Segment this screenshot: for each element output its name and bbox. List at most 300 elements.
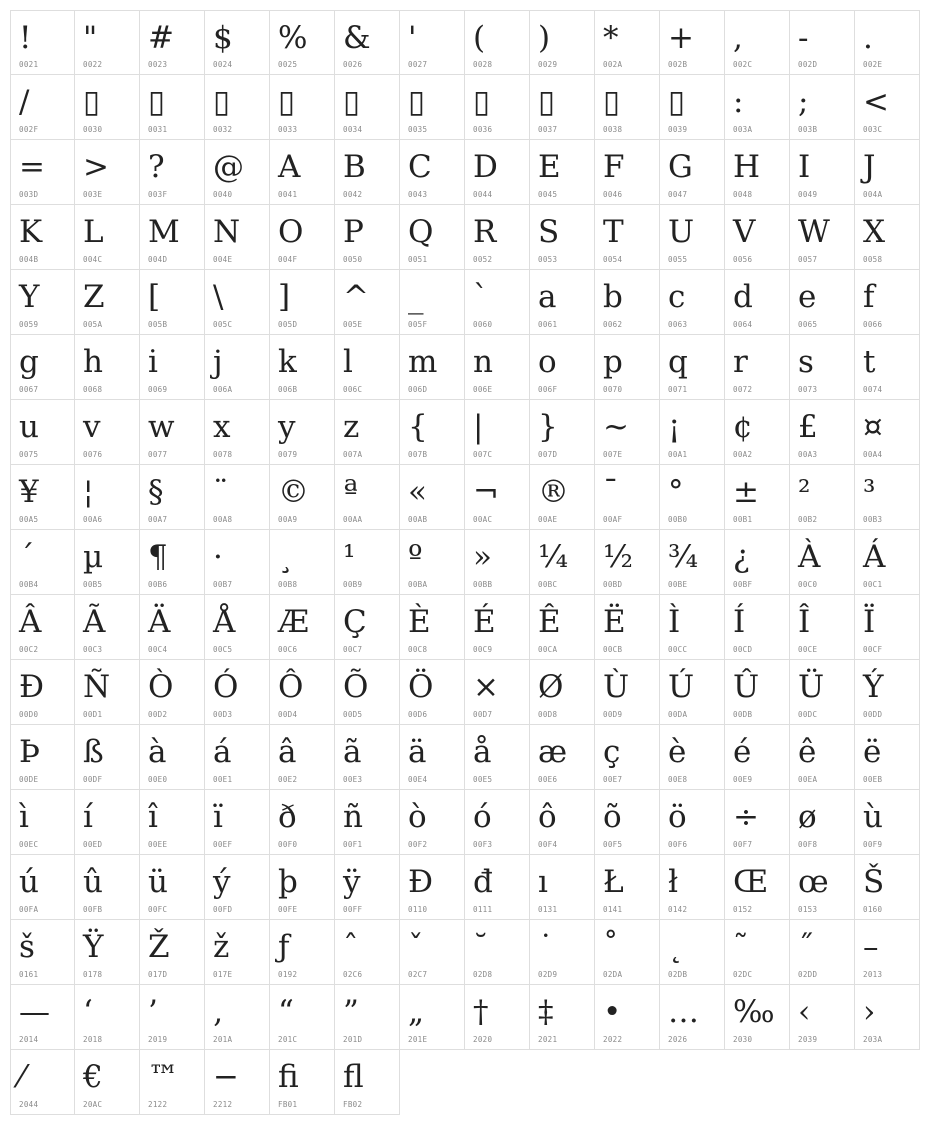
- glyph-cell: [790, 205, 855, 270]
- glyph-cell: [530, 660, 595, 725]
- glyph-character: ö: [668, 799, 687, 835]
- glyph-character: >: [83, 149, 109, 185]
- glyph-cell: [530, 205, 595, 270]
- glyph-character: !: [19, 20, 32, 56]
- glyph-character: x: [213, 409, 231, 445]
- glyph-codepoint-label: 00B2: [798, 515, 818, 524]
- glyph-codepoint-label: 00DF: [83, 775, 103, 784]
- glyph-character: ›: [863, 994, 876, 1030]
- glyph-cell: [660, 75, 725, 140]
- glyph-codepoint-label: 005A: [83, 320, 103, 329]
- glyph-cell: [595, 725, 660, 790]
- glyph-cell: [725, 725, 790, 790]
- glyph-codepoint-label: 00A2: [733, 450, 753, 459]
- glyph-grid: [10, 10, 920, 1115]
- glyph-codepoint-label: 00E5: [473, 775, 493, 784]
- glyph-cell: [205, 465, 270, 530]
- glyph-character: ×: [473, 669, 499, 705]
- glyph-codepoint-label: 00CB: [603, 645, 623, 654]
- glyph-character: w: [148, 409, 175, 445]
- glyph-character: ¯: [603, 474, 619, 510]
- glyph-cell: [75, 10, 140, 75]
- glyph-codepoint-label: 2019: [148, 1035, 168, 1044]
- glyph-cell: [595, 75, 660, 140]
- glyph-codepoint-label: 0152: [733, 905, 753, 914]
- glyph-cell: [465, 400, 530, 465]
- glyph-cell: [400, 270, 465, 335]
- glyph-codepoint-label: 2022: [603, 1035, 623, 1044]
- glyph-cell: [725, 140, 790, 205]
- glyph-character: e: [798, 279, 817, 315]
- glyph-codepoint-label: 00C7: [343, 645, 363, 654]
- glyph-cell: [10, 985, 75, 1050]
- glyph-codepoint-label: 02D9: [538, 970, 558, 979]
- glyph-codepoint-label: 2018: [83, 1035, 103, 1044]
- glyph-codepoint-label: 00D2: [148, 710, 168, 719]
- glyph-character: t: [863, 344, 876, 380]
- glyph-codepoint-label: 00A4: [863, 450, 883, 459]
- glyph-codepoint-label: 00A6: [83, 515, 103, 524]
- glyph-cell: [660, 335, 725, 400]
- glyph-codepoint-label: 0063: [668, 320, 688, 329]
- glyph-character: Y: [19, 279, 40, 315]
- glyph-character: û: [83, 864, 103, 900]
- glyph-cell: [855, 595, 920, 660]
- glyph-cell: [335, 855, 400, 920]
- glyph-cell: [790, 595, 855, 660]
- glyph-codepoint-label: 006B: [278, 385, 298, 394]
- glyph-character: ˚: [603, 929, 619, 965]
- glyph-cell: [790, 75, 855, 140]
- glyph-codepoint-label: 0055: [668, 255, 688, 264]
- glyph-codepoint-label: 00E8: [668, 775, 688, 784]
- glyph-character: ¥: [19, 474, 39, 510]
- glyph-codepoint-label: 00A3: [798, 450, 818, 459]
- glyph-character: ▯: [408, 84, 426, 120]
- glyph-cell: [205, 790, 270, 855]
- glyph-character: æ: [538, 734, 568, 770]
- glyph-codepoint-label: 0141: [603, 905, 623, 914]
- glyph-cell: [595, 205, 660, 270]
- glyph-codepoint-label: 00A8: [213, 515, 233, 524]
- glyph-character: –: [863, 929, 879, 965]
- glyph-cell: [595, 465, 660, 530]
- glyph-codepoint-label: 00E9: [733, 775, 753, 784]
- glyph-codepoint-label: 00AF: [603, 515, 623, 524]
- glyph-cell: [465, 205, 530, 270]
- glyph-cell: [595, 920, 660, 985]
- glyph-cell: [205, 400, 270, 465]
- glyph-codepoint-label: 0075: [19, 450, 39, 459]
- glyph-codepoint-label: 00D9: [603, 710, 623, 719]
- glyph-cell: [140, 1050, 205, 1115]
- glyph-codepoint-label: 002F: [19, 125, 39, 134]
- glyph-codepoint-label: 00D4: [278, 710, 298, 719]
- glyph-character: E: [538, 149, 561, 185]
- glyph-character: .: [863, 20, 873, 56]
- glyph-character: ²: [798, 474, 811, 510]
- glyph-codepoint-label: 00D8: [538, 710, 558, 719]
- glyph-character: ¼: [538, 539, 569, 575]
- glyph-codepoint-label: 00A5: [19, 515, 39, 524]
- glyph-character: ò: [408, 799, 427, 835]
- glyph-codepoint-label: 006E: [473, 385, 493, 394]
- glyph-codepoint-label: 0153: [798, 905, 818, 914]
- glyph-codepoint-label: 006D: [408, 385, 428, 394]
- glyph-cell: [75, 140, 140, 205]
- glyph-codepoint-label: 00F4: [538, 840, 558, 849]
- glyph-codepoint-label: 00ED: [83, 840, 103, 849]
- glyph-character: Æ: [278, 604, 310, 640]
- glyph-cell: [335, 140, 400, 205]
- glyph-cell: [75, 270, 140, 335]
- glyph-character: G: [668, 149, 693, 185]
- glyph-cell: [10, 920, 75, 985]
- glyph-codepoint-label: 0026: [343, 60, 363, 69]
- glyph-codepoint-label: 0025: [278, 60, 298, 69]
- glyph-cell: [855, 270, 920, 335]
- glyph-character: ‡: [538, 994, 554, 1030]
- glyph-cell: [660, 985, 725, 1050]
- glyph-character: ): [538, 20, 551, 56]
- glyph-character: ▯: [213, 84, 231, 120]
- glyph-cell: [335, 790, 400, 855]
- glyph-character: ÷: [733, 799, 759, 835]
- glyph-cell: [10, 1050, 75, 1115]
- glyph-codepoint-label: 00C2: [19, 645, 39, 654]
- glyph-codepoint-label: 00FF: [343, 905, 363, 914]
- glyph-character: º: [408, 539, 423, 575]
- glyph-character: −: [213, 1059, 239, 1095]
- glyph-character: „: [408, 994, 425, 1030]
- glyph-character: Û: [733, 669, 760, 705]
- glyph-codepoint-label: 00D0: [19, 710, 39, 719]
- glyph-character: •: [603, 994, 622, 1030]
- glyph-character: À: [798, 539, 821, 575]
- glyph-cell: [140, 140, 205, 205]
- glyph-codepoint-label: 002B: [668, 60, 688, 69]
- glyph-character: ^: [343, 279, 369, 315]
- glyph-character: ﬂ: [343, 1059, 364, 1095]
- glyph-codepoint-label: 0071: [668, 385, 688, 394]
- glyph-cell: [75, 595, 140, 660]
- glyph-character: ,: [733, 20, 743, 56]
- glyph-codepoint-label: 0062: [603, 320, 623, 329]
- glyph-cell: [725, 465, 790, 530]
- glyph-cell: [270, 660, 335, 725]
- glyph-codepoint-label: 02DD: [798, 970, 818, 979]
- glyph-cell: [530, 10, 595, 75]
- glyph-cell: [140, 985, 205, 1050]
- glyph-character: z: [343, 409, 360, 445]
- glyph-cell: [205, 920, 270, 985]
- glyph-codepoint-label: 005F: [408, 320, 428, 329]
- glyph-codepoint-label: 003D: [19, 190, 39, 199]
- glyph-character: ▯: [473, 84, 491, 120]
- glyph-character: ’: [148, 994, 158, 1030]
- glyph-cell: [140, 725, 205, 790]
- glyph-cell: [10, 75, 75, 140]
- glyph-character: ‘: [83, 994, 93, 1030]
- glyph-character: [: [148, 279, 161, 315]
- glyph-cell: [790, 270, 855, 335]
- glyph-codepoint-label: 00BD: [603, 580, 623, 589]
- glyph-cell: [855, 465, 920, 530]
- glyph-cell: [790, 790, 855, 855]
- glyph-character: g: [19, 344, 39, 380]
- glyph-cell: [10, 790, 75, 855]
- glyph-codepoint-label: 0035: [408, 125, 428, 134]
- glyph-character: v: [83, 409, 101, 445]
- glyph-character: ë: [863, 734, 882, 770]
- glyph-character: `: [473, 279, 489, 315]
- glyph-cell: [335, 465, 400, 530]
- glyph-codepoint-label: 02DB: [668, 970, 688, 979]
- glyph-character: Ü: [798, 669, 825, 705]
- glyph-cell: [10, 140, 75, 205]
- glyph-cell: [270, 335, 335, 400]
- glyph-character: »: [473, 539, 492, 575]
- glyph-codepoint-label: 0110: [408, 905, 428, 914]
- glyph-character: ¢: [733, 409, 753, 445]
- glyph-codepoint-label: 0054: [603, 255, 623, 264]
- glyph-character: °: [668, 474, 684, 510]
- glyph-codepoint-label: 00FE: [278, 905, 298, 914]
- glyph-character: —: [19, 994, 50, 1030]
- glyph-codepoint-label: FB02: [343, 1100, 363, 1109]
- glyph-cell: [400, 855, 465, 920]
- glyph-cell: [335, 75, 400, 140]
- glyph-cell: [855, 75, 920, 140]
- glyph-character: ﬁ: [278, 1059, 299, 1095]
- glyph-codepoint-label: 00F6: [668, 840, 688, 849]
- glyph-codepoint-label: 003C: [863, 125, 883, 134]
- glyph-character: È: [408, 604, 431, 640]
- glyph-character: ÿ: [343, 864, 361, 900]
- glyph-codepoint-label: 00D6: [408, 710, 428, 719]
- glyph-codepoint-label: 007C: [473, 450, 493, 459]
- glyph-codepoint-label: 0192: [278, 970, 298, 979]
- glyph-codepoint-label: 2044: [19, 1100, 39, 1109]
- glyph-cell: [725, 400, 790, 465]
- glyph-character: ı: [538, 864, 548, 900]
- glyph-character: œ: [798, 864, 829, 900]
- glyph-character: à: [148, 734, 167, 770]
- glyph-cell: [400, 335, 465, 400]
- glyph-codepoint-label: 00EA: [798, 775, 818, 784]
- glyph-codepoint-label: 00E2: [278, 775, 298, 784]
- glyph-character: ▯: [343, 84, 361, 120]
- glyph-cell: [75, 465, 140, 530]
- glyph-character: †: [473, 994, 489, 1030]
- glyph-character: s: [798, 344, 814, 380]
- glyph-character: X: [863, 214, 886, 250]
- glyph-cell: [465, 335, 530, 400]
- glyph-codepoint-label: 00A1: [668, 450, 688, 459]
- glyph-cell: [335, 920, 400, 985]
- glyph-character: Š: [863, 864, 885, 900]
- glyph-codepoint-label: 00AA: [343, 515, 363, 524]
- glyph-cell: [855, 725, 920, 790]
- glyph-cell: [465, 855, 530, 920]
- glyph-character: W: [798, 214, 830, 250]
- glyph-character: Z: [83, 279, 105, 315]
- glyph-codepoint-label: 0068: [83, 385, 103, 394]
- glyph-codepoint-label: 0079: [278, 450, 298, 459]
- glyph-cell: [400, 920, 465, 985]
- glyph-codepoint-label: 0061: [538, 320, 558, 329]
- glyph-cell: [855, 10, 920, 75]
- glyph-character: ▯: [603, 84, 621, 120]
- glyph-codepoint-label: 0065: [798, 320, 818, 329]
- glyph-cell: [465, 10, 530, 75]
- glyph-character: å: [473, 734, 492, 770]
- glyph-codepoint-label: 00B4: [19, 580, 39, 589]
- glyph-cell: [530, 790, 595, 855]
- glyph-character: ¹: [343, 539, 356, 575]
- glyph-cell: [400, 985, 465, 1050]
- glyph-cell: [400, 725, 465, 790]
- glyph-character: Ç: [343, 604, 367, 640]
- glyph-codepoint-label: 0037: [538, 125, 558, 134]
- glyph-codepoint-label: 007E: [603, 450, 623, 459]
- glyph-cell: [10, 270, 75, 335]
- glyph-cell: [205, 855, 270, 920]
- glyph-character: U: [668, 214, 695, 250]
- glyph-codepoint-label: 0030: [83, 125, 103, 134]
- glyph-character: þ: [278, 864, 298, 900]
- glyph-cell: [530, 530, 595, 595]
- glyph-character: D: [473, 149, 498, 185]
- glyph-cell: [10, 660, 75, 725]
- glyph-codepoint-label: 0070: [603, 385, 623, 394]
- glyph-cell: [660, 660, 725, 725]
- glyph-cell: [595, 660, 660, 725]
- glyph-character: Õ: [343, 669, 369, 705]
- glyph-cell: [75, 1050, 140, 1115]
- glyph-codepoint-label: 00F8: [798, 840, 818, 849]
- glyph-cell: [530, 335, 595, 400]
- glyph-character: j: [213, 344, 223, 380]
- glyph-codepoint-label: 20AC: [83, 1100, 103, 1109]
- glyph-character: V: [733, 214, 756, 250]
- glyph-cell: [790, 140, 855, 205]
- glyph-character: ®: [538, 474, 569, 510]
- glyph-codepoint-label: 0161: [19, 970, 39, 979]
- glyph-character: R: [473, 214, 497, 250]
- glyph-codepoint-label: 00BB: [473, 580, 493, 589]
- glyph-character: #: [148, 20, 174, 56]
- glyph-codepoint-label: 00AC: [473, 515, 493, 524]
- glyph-character: é: [733, 734, 752, 770]
- glyph-character: É: [473, 604, 496, 640]
- glyph-codepoint-label: 00C8: [408, 645, 428, 654]
- glyph-codepoint-label: 017D: [148, 970, 168, 979]
- glyph-codepoint-label: 00EF: [213, 840, 233, 849]
- glyph-character: ": [83, 20, 98, 56]
- glyph-cell: [205, 985, 270, 1050]
- glyph-character: ´: [19, 539, 35, 575]
- glyph-cell: [530, 140, 595, 205]
- glyph-cell: [335, 400, 400, 465]
- glyph-codepoint-label: 00C4: [148, 645, 168, 654]
- glyph-character: ?: [148, 149, 165, 185]
- glyph-codepoint-label: 2122: [148, 1100, 168, 1109]
- glyph-codepoint-label: 0052: [473, 255, 493, 264]
- glyph-cell: [660, 205, 725, 270]
- glyph-character: ™: [148, 1059, 179, 1095]
- glyph-cell: [855, 985, 920, 1050]
- glyph-character: ê: [798, 734, 817, 770]
- glyph-cell: [530, 400, 595, 465]
- glyph-cell: [465, 270, 530, 335]
- glyph-codepoint-label: 0046: [603, 190, 623, 199]
- glyph-cell: [75, 205, 140, 270]
- glyph-cell: [335, 1050, 400, 1115]
- glyph-cell: [75, 725, 140, 790]
- glyph-character: ©: [278, 474, 309, 510]
- glyph-codepoint-label: 0027: [408, 60, 428, 69]
- glyph-cell: [140, 920, 205, 985]
- glyph-codepoint-label: 00EE: [148, 840, 168, 849]
- glyph-codepoint-label: 00CC: [668, 645, 688, 654]
- glyph-codepoint-label: 0111: [473, 905, 493, 914]
- glyph-character: ³: [863, 474, 876, 510]
- glyph-codepoint-label: 002A: [603, 60, 623, 69]
- glyph-codepoint-label: 0142: [668, 905, 688, 914]
- glyph-cell: [790, 725, 855, 790]
- glyph-cell: [75, 790, 140, 855]
- glyph-cell: [140, 335, 205, 400]
- glyph-character: í: [83, 799, 93, 835]
- glyph-character: ˛: [668, 929, 684, 965]
- glyph-character: ä: [408, 734, 427, 770]
- glyph-cell: [140, 530, 205, 595]
- glyph-codepoint-label: 02DC: [733, 970, 753, 979]
- glyph-cell: [660, 465, 725, 530]
- glyph-codepoint-label: 0069: [148, 385, 168, 394]
- glyph-cell: [140, 465, 205, 530]
- glyph-codepoint-label: 0057: [798, 255, 818, 264]
- glyph-codepoint-label: 00DC: [798, 710, 818, 719]
- glyph-cell: [75, 75, 140, 140]
- glyph-codepoint-label: 00CF: [863, 645, 883, 654]
- glyph-codepoint-label: 00F3: [473, 840, 493, 849]
- glyph-cell: [75, 920, 140, 985]
- glyph-character: ý: [213, 864, 231, 900]
- glyph-cell: [595, 335, 660, 400]
- glyph-cell: [140, 75, 205, 140]
- glyph-codepoint-label: 201C: [278, 1035, 298, 1044]
- glyph-codepoint-label: 0058: [863, 255, 883, 264]
- glyph-codepoint-label: 0077: [148, 450, 168, 459]
- glyph-cell: [725, 855, 790, 920]
- glyph-codepoint-label: 00C5: [213, 645, 233, 654]
- glyph-character: ˆ: [343, 929, 359, 965]
- glyph-character: ˝: [798, 929, 814, 965]
- glyph-cell: [790, 530, 855, 595]
- glyph-character: ': [408, 20, 417, 56]
- glyph-codepoint-label: 006A: [213, 385, 233, 394]
- glyph-codepoint-label: 2212: [213, 1100, 233, 1109]
- glyph-codepoint-label: 0024: [213, 60, 233, 69]
- glyph-cell: [75, 985, 140, 1050]
- glyph-codepoint-label: 0050: [343, 255, 363, 264]
- glyph-character: ¨: [213, 474, 229, 510]
- glyph-codepoint-label: 00C0: [798, 580, 818, 589]
- glyph-character: i: [148, 344, 158, 380]
- glyph-cell: [270, 205, 335, 270]
